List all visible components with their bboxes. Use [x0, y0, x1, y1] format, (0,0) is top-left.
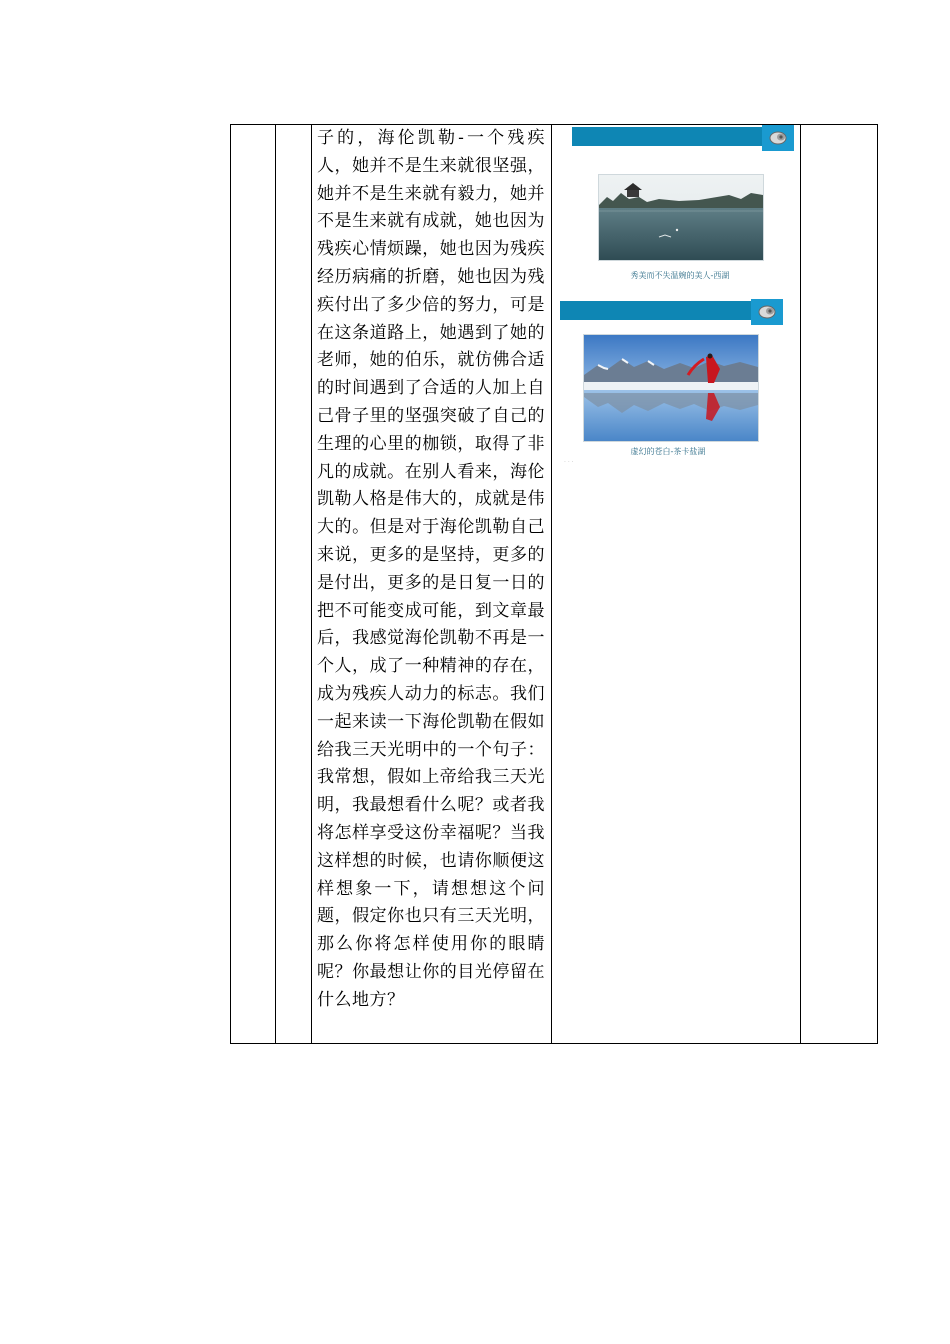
lesson-text-cell	[317, 125, 551, 1015]
slide-header-bar	[572, 127, 794, 146]
salt-lake-caption: 虚幻的苍白-茶卡盐湖	[630, 447, 706, 456]
lesson-table	[230, 124, 878, 1044]
lesson-paragraph: 子的，海伦凯勒-一个残疾人，她并不是生来就很坚强，她并不是生来就有毅力，她并不是生来就有成就，她也因为残疾心情烦躁，她也因为残疾经历病痛的折磨，她也因为残疾付出了多少倍的努力，可是在这条道路上，她遇到了她的老师，她的伯乐，就仿佛合适的时间遇到了合适的人加上自己骨子里的坚强突破了自己的生理的心里的枷锁，取得了非凡的成就。在别人看来，海伦凯勒人格是伟大的，成就是伟大的。但是对于海伦凯勒自己来说，更多的是坚持，更多的是付出，更多的是日复一日的把不可能变成可能，到文章最后，我感觉海伦凯勒不再是一个人，成了一种精神的存在，成为残疾人动力的标志。我们一起来读一下海伦凯勒在假如给我三天光明中的一个句子：我常想，假如上帝给我三天光明，我最想看什么呢？或者我将怎样享受这份幸福呢？当我这样想的时候，也请你顺便这样想象一下，请想想这个问题，假定你也只有三天光明，那么你将怎样使用你的眼睛呢？你最想让你的目光停留在什么地方？	[317, 128, 545, 1010]
slide-header-bar	[560, 301, 782, 320]
salt-lake-photo	[583, 334, 759, 442]
west-lake-caption: 秀美而不失温婉的美人-西湖	[630, 271, 730, 280]
column-divider	[311, 125, 312, 1043]
speaker-icon[interactable]	[751, 299, 783, 325]
column-divider	[800, 125, 801, 1043]
slide-footer-dots: · · ·	[564, 459, 574, 466]
west-lake-photo	[598, 174, 764, 261]
column-divider	[551, 125, 552, 1043]
speaker-icon[interactable]	[762, 125, 794, 151]
column-divider	[275, 125, 276, 1043]
